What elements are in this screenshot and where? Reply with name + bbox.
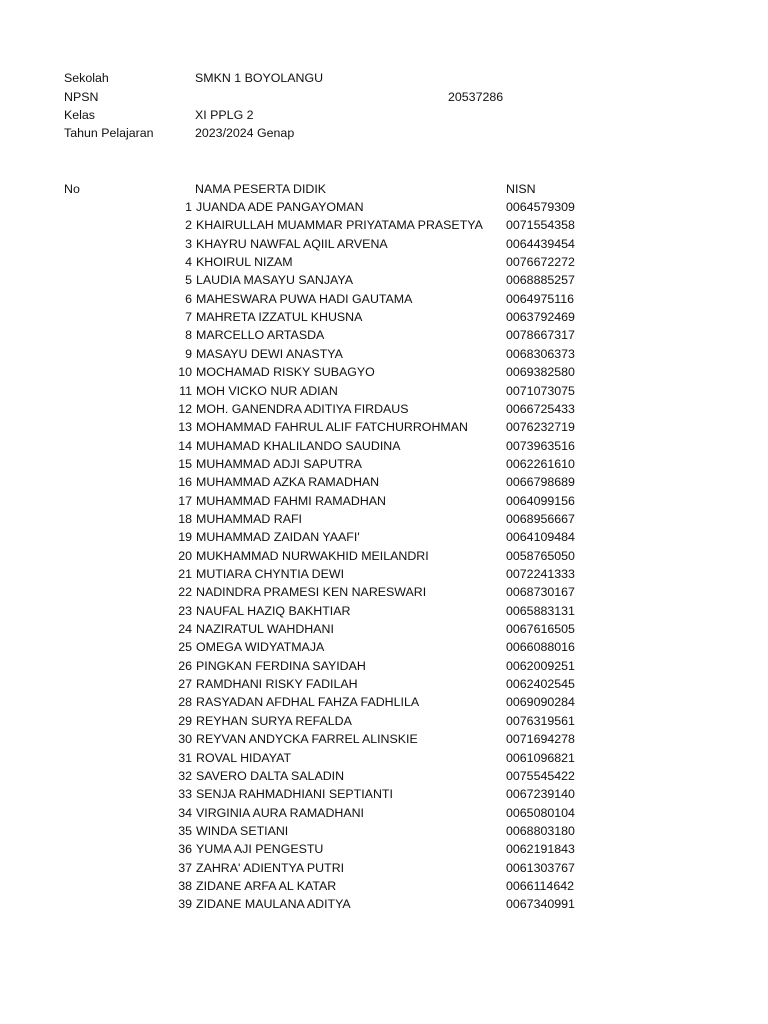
row-number: 10 bbox=[178, 365, 192, 380]
school-year-value: 2023/2024 Genap bbox=[195, 126, 295, 140]
student-name: KHAIRULLAH MUAMMAR PRIYATAMA PRASETYA bbox=[196, 218, 483, 233]
table-row bbox=[0, 659, 768, 677]
class-label: Kelas bbox=[64, 108, 95, 122]
column-header-no: No bbox=[64, 182, 80, 196]
student-name: MOH VICKO NUR ADIAN bbox=[196, 383, 338, 398]
student-name: MOHAMMAD FAHRUL ALIF FATCHURROHMAN bbox=[196, 420, 468, 435]
school-label: Sekolah bbox=[64, 71, 109, 85]
student-nisn: 0068885257 bbox=[506, 273, 575, 288]
student-nisn: 0064099156 bbox=[506, 493, 575, 508]
student-nisn: 0066798689 bbox=[506, 475, 575, 490]
row-number: 20 bbox=[178, 548, 192, 563]
table-row bbox=[0, 439, 768, 457]
table-row bbox=[0, 494, 768, 512]
row-number: 28 bbox=[178, 695, 192, 710]
student-nisn: 0067340991 bbox=[506, 897, 575, 912]
student-nisn: 0068803180 bbox=[506, 823, 575, 838]
student-nisn: 0071073075 bbox=[506, 383, 575, 398]
row-number: 37 bbox=[178, 860, 192, 875]
row-number: 38 bbox=[178, 878, 192, 893]
row-number: 3 bbox=[185, 236, 192, 251]
student-nisn: 0069382580 bbox=[506, 365, 575, 380]
student-nisn: 0066114642 bbox=[506, 878, 574, 893]
student-name: ROVAL HIDAYAT bbox=[196, 750, 292, 765]
student-nisn: 0071694278 bbox=[506, 732, 575, 747]
row-number: 27 bbox=[178, 677, 192, 692]
student-name: VIRGINIA AURA RAMADHANI bbox=[196, 805, 364, 820]
student-name: SENJA RAHMADHIANI SEPTIANTI bbox=[196, 787, 393, 802]
row-number: 30 bbox=[178, 732, 192, 747]
table-row bbox=[0, 384, 768, 402]
table-row bbox=[0, 714, 768, 732]
column-header-nisn: NISN bbox=[506, 182, 536, 196]
row-number: 31 bbox=[178, 750, 192, 765]
student-nisn: 0064975116 bbox=[506, 291, 574, 306]
student-name: MUHAMMAD ZAIDAN YAAFI' bbox=[196, 530, 360, 545]
student-nisn: 0075545422 bbox=[506, 768, 575, 783]
student-name: RAMDHANI RISKY FADILAH bbox=[196, 677, 358, 692]
table-row bbox=[0, 273, 768, 291]
table-row bbox=[0, 604, 768, 622]
table-row bbox=[0, 677, 768, 695]
table-row bbox=[0, 897, 768, 915]
student-name: JUANDA ADE PANGAYOMAN bbox=[196, 200, 364, 214]
row-number: 23 bbox=[178, 603, 192, 618]
student-nisn: 0076319561 bbox=[506, 713, 575, 728]
student-nisn: 0073963516 bbox=[506, 438, 575, 453]
table-row bbox=[0, 420, 768, 438]
row-number: 21 bbox=[178, 567, 192, 581]
student-nisn: 0064439454 bbox=[506, 236, 575, 251]
table-row bbox=[0, 769, 768, 787]
student-name: MARCELLO ARTASDA bbox=[196, 328, 325, 343]
student-nisn: 0066725433 bbox=[506, 401, 575, 416]
student-nisn: 0062009251 bbox=[506, 658, 575, 673]
student-nisn: 0067239140 bbox=[506, 787, 575, 802]
row-number: 18 bbox=[178, 511, 192, 526]
row-number: 14 bbox=[178, 438, 192, 453]
row-number: 5 bbox=[185, 273, 192, 288]
student-name: KHAYRU NAWFAL AQIIL ARVENA bbox=[196, 236, 388, 251]
table-row bbox=[0, 402, 768, 420]
table-row bbox=[0, 824, 768, 842]
student-nisn: 0058765050 bbox=[506, 548, 575, 563]
student-name: ZIDANE MAULANA ADITYA bbox=[196, 897, 351, 912]
table-row bbox=[0, 806, 768, 824]
row-number: 32 bbox=[178, 768, 192, 783]
table-row bbox=[0, 549, 768, 567]
table-row bbox=[0, 347, 768, 365]
student-nisn: 0062402545 bbox=[506, 677, 575, 692]
student-name: NADINDRA PRAMESI KEN NARESWARI bbox=[196, 585, 427, 600]
student-name: OMEGA WIDYATMAJA bbox=[196, 640, 325, 655]
student-name: REYHAN SURYA REFALDA bbox=[196, 713, 352, 728]
row-number: 26 bbox=[178, 658, 192, 673]
student-nisn: 0065080104 bbox=[506, 805, 575, 820]
row-number: 8 bbox=[185, 328, 192, 343]
table-row bbox=[0, 695, 768, 713]
table-row bbox=[0, 842, 768, 860]
row-number: 12 bbox=[178, 401, 192, 416]
student-nisn: 0067616505 bbox=[506, 622, 575, 637]
table-row bbox=[0, 218, 768, 236]
table-row bbox=[0, 751, 768, 769]
row-number: 33 bbox=[178, 787, 192, 802]
student-name: RASYADAN AFDHAL FAHZA FADHLILA bbox=[196, 695, 420, 710]
table-row bbox=[0, 530, 768, 548]
student-nisn: 0069090284 bbox=[506, 695, 575, 710]
row-number: 22 bbox=[178, 585, 192, 600]
student-nisn: 0072241333 bbox=[506, 567, 575, 581]
table-row bbox=[0, 237, 768, 255]
student-name: MUHAMMAD FAHMI RAMADHAN bbox=[196, 493, 386, 508]
row-number: 11 bbox=[179, 383, 192, 398]
student-nisn: 0064109484 bbox=[506, 530, 575, 545]
student-name: NAUFAL HAZIQ BAKHTIAR bbox=[196, 603, 351, 618]
student-name: MAHRETA IZZATUL KHUSNA bbox=[196, 310, 363, 325]
table-row bbox=[0, 732, 768, 750]
row-number: 6 bbox=[185, 291, 192, 306]
student-name: REYVAN ANDYCKA FARREL ALINSKIE bbox=[196, 732, 418, 747]
student-nisn: 0066088016 bbox=[506, 640, 575, 655]
table-row bbox=[0, 255, 768, 273]
table-row bbox=[0, 861, 768, 879]
table-row bbox=[0, 879, 768, 897]
student-name: PINGKAN FERDINA SAYIDAH bbox=[196, 658, 366, 673]
student-name: MUHAMMAD AZKA RAMADHAN bbox=[196, 475, 380, 490]
student-name: MUKHAMMAD NURWAKHID MEILANDRI bbox=[196, 548, 429, 563]
student-nisn: 0065883131 bbox=[506, 603, 575, 618]
student-name: MOH. GANENDRA ADITIYA FIRDAUS bbox=[196, 401, 409, 416]
student-nisn: 0061303767 bbox=[506, 860, 575, 875]
row-number: 25 bbox=[178, 640, 192, 655]
row-number: 13 bbox=[178, 420, 192, 435]
school-year-label: Tahun Pelajaran bbox=[64, 126, 154, 140]
row-number: 24 bbox=[178, 622, 192, 637]
row-number: 36 bbox=[178, 842, 192, 857]
row-number: 7 bbox=[185, 310, 192, 325]
table-row bbox=[0, 365, 768, 383]
row-number: 16 bbox=[178, 475, 192, 490]
row-number: 29 bbox=[178, 713, 192, 728]
student-name: LAUDIA MASAYU SANJAYA bbox=[196, 273, 353, 288]
school-value: SMKN 1 BOYOLANGU bbox=[195, 71, 324, 85]
table-row bbox=[0, 787, 768, 805]
row-number: 39 bbox=[178, 897, 192, 912]
student-nisn: 0068730167 bbox=[506, 585, 575, 600]
row-number: 35 bbox=[178, 823, 192, 838]
table-row bbox=[0, 567, 768, 585]
table-row bbox=[0, 328, 768, 346]
student-nisn: 0071554358 bbox=[506, 218, 575, 233]
student-name: MASAYU DEWI ANASTYA bbox=[196, 346, 343, 361]
row-number: 9 bbox=[185, 346, 192, 361]
table-row bbox=[0, 457, 768, 475]
table-row bbox=[0, 640, 768, 658]
student-nisn: 0062261610 bbox=[506, 456, 575, 471]
row-number: 34 bbox=[178, 805, 192, 820]
student-name: YUMA AJI PENGESTU bbox=[196, 842, 324, 857]
student-name: MUHAMMAD RAFI bbox=[196, 511, 303, 526]
student-name: MUHAMMAD ADJI SAPUTRA bbox=[196, 456, 362, 471]
table-row bbox=[0, 622, 768, 640]
student-nisn: 0076672272 bbox=[506, 255, 575, 270]
student-nisn: 0064579309 bbox=[506, 200, 575, 214]
row-number: 15 bbox=[178, 456, 192, 471]
table-row bbox=[0, 200, 768, 218]
table-row bbox=[0, 475, 768, 493]
row-number: 1 bbox=[185, 200, 192, 214]
row-number: 2 bbox=[185, 218, 192, 233]
student-name: MAHESWARA PUWA HADI GAUTAMA bbox=[196, 291, 413, 306]
student-name: ZAHRA' ADIENTYA PUTRI bbox=[196, 860, 345, 875]
student-nisn: 0078667317 bbox=[506, 328, 575, 343]
student-nisn: 0076232719 bbox=[506, 420, 575, 435]
row-number: 19 bbox=[178, 530, 192, 545]
student-name: MUTIARA CHYNTIA DEWI bbox=[196, 567, 345, 581]
student-name: MOCHAMAD RISKY SUBAGYO bbox=[196, 365, 375, 380]
npsn-value: 20537286 bbox=[448, 90, 504, 104]
class-value: XI PPLG 2 bbox=[195, 108, 254, 122]
row-number: 17 bbox=[178, 493, 192, 508]
student-name: NAZIRATUL WAHDHANI bbox=[196, 622, 334, 637]
table-row bbox=[0, 512, 768, 530]
npsn-label: NPSN bbox=[64, 90, 99, 104]
table-row bbox=[0, 310, 768, 328]
student-name: KHOIRUL NIZAM bbox=[196, 255, 293, 270]
student-nisn: 0068956667 bbox=[506, 511, 575, 526]
row-number: 4 bbox=[185, 255, 192, 270]
student-name: SAVERO DALTA SALADIN bbox=[196, 768, 345, 783]
student-name: MUHAMAD KHALILANDO SAUDINA bbox=[196, 438, 401, 453]
table-row bbox=[0, 585, 768, 603]
column-header-name: NAMA PESERTA DIDIK bbox=[195, 182, 327, 196]
student-nisn: 0063792469 bbox=[506, 310, 575, 325]
student-nisn: 0061096821 bbox=[506, 750, 575, 765]
student-name: WINDA SETIANI bbox=[196, 823, 289, 838]
table-row bbox=[0, 292, 768, 310]
student-nisn: 0062191843 bbox=[506, 842, 575, 857]
student-name: ZIDANE ARFA AL KATAR bbox=[196, 878, 337, 893]
student-nisn: 0068306373 bbox=[506, 346, 575, 361]
